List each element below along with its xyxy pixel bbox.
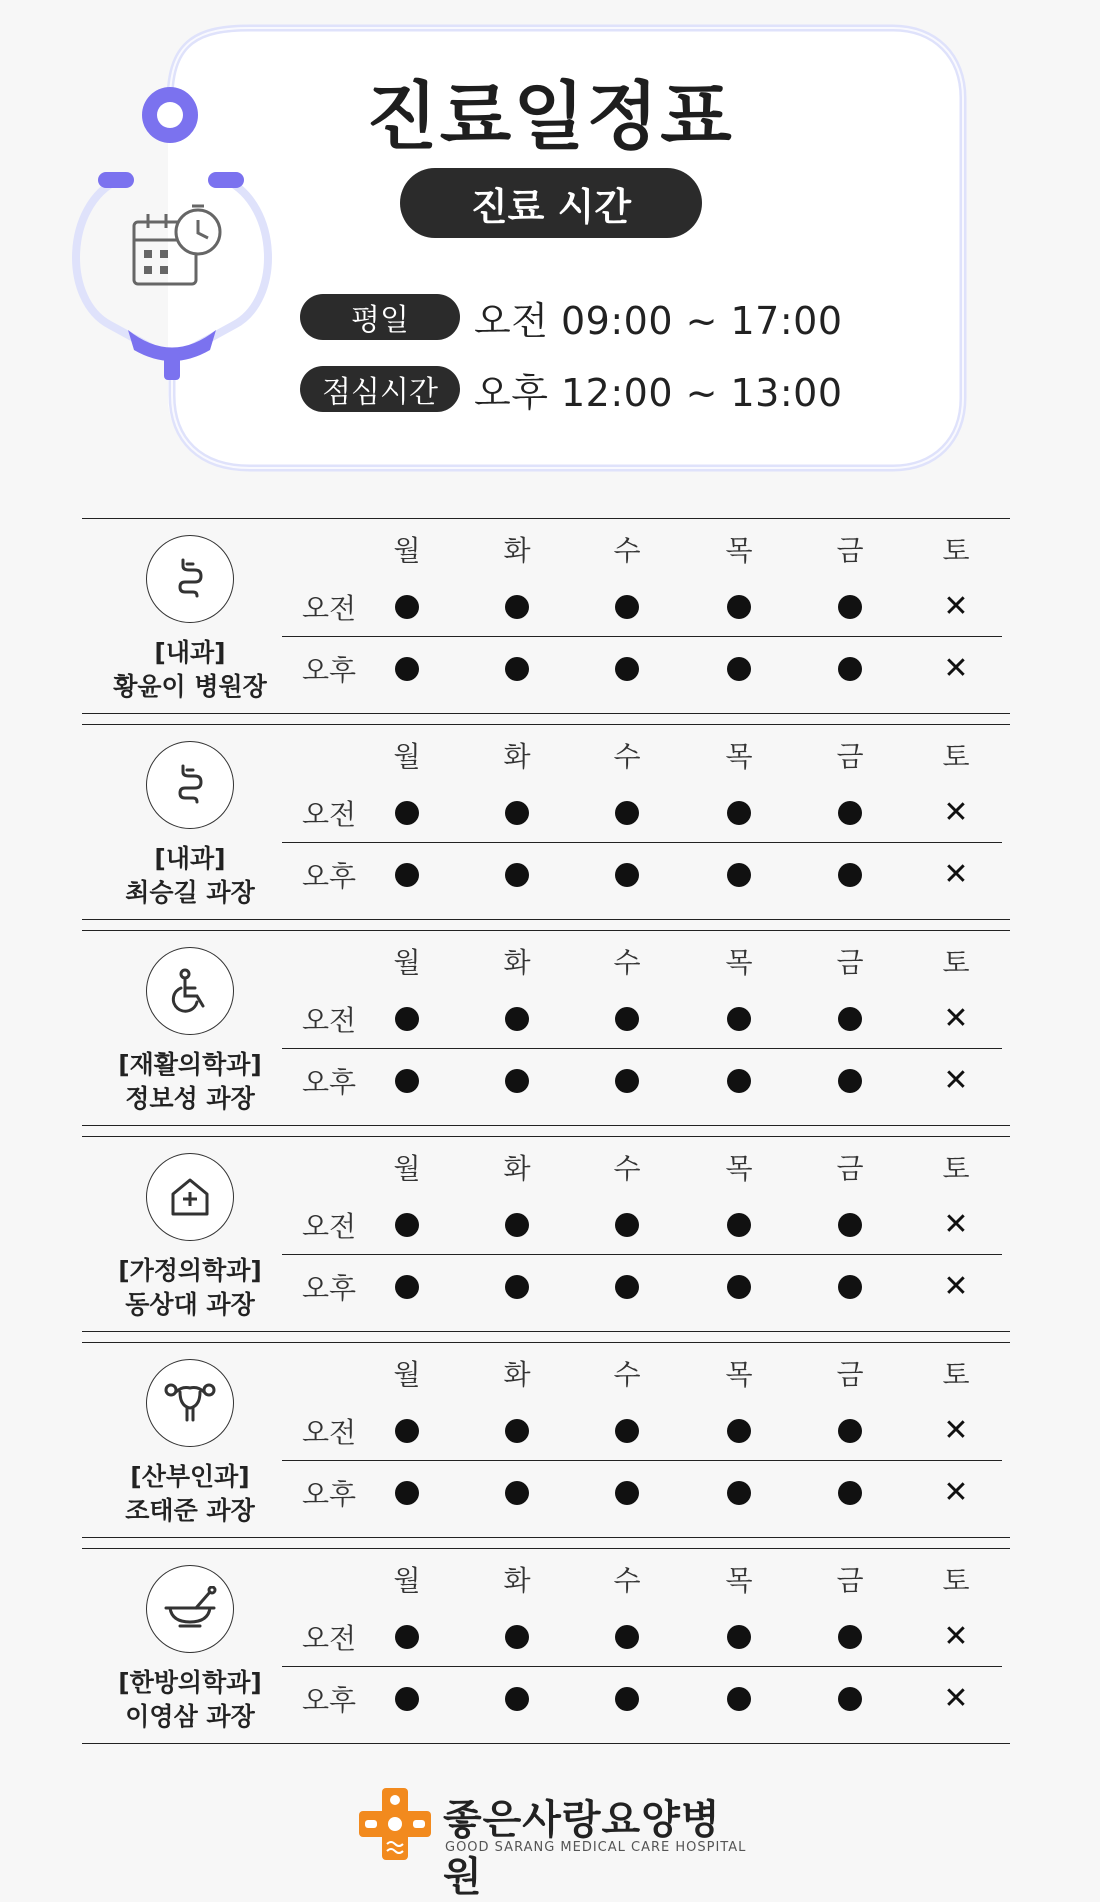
doctor-name: 최승길 과장 <box>125 878 255 907</box>
uterus-icon <box>146 1359 234 1447</box>
open-mark <box>820 649 880 689</box>
open-mark <box>597 855 657 895</box>
day-header: 화 <box>503 534 531 567</box>
day-header: 금 <box>836 740 864 773</box>
hospital-cross-icon <box>355 1784 435 1864</box>
house-plus-icon <box>146 1153 234 1241</box>
closed-mark <box>926 855 986 895</box>
open-mark <box>377 649 437 689</box>
hours-row-lunch <box>300 364 843 414</box>
day-header: 수 <box>613 1564 641 1597</box>
period-label-pm: 오후 <box>302 1684 357 1717</box>
intestine-icon <box>146 741 234 829</box>
open-mark <box>820 1473 880 1513</box>
period-label-am: 오전 <box>302 1004 357 1037</box>
open-mark <box>597 1679 657 1719</box>
closed-x-icon: ✕ <box>943 1681 969 1716</box>
open-dot-icon <box>615 1625 639 1649</box>
open-mark <box>709 855 769 895</box>
open-mark <box>487 587 547 627</box>
open-mark <box>377 1205 437 1245</box>
day-header: 화 <box>503 1564 531 1597</box>
open-mark <box>597 1061 657 1101</box>
open-dot-icon <box>727 1625 751 1649</box>
open-mark <box>377 999 437 1039</box>
period-label-pm: 오후 <box>302 654 357 687</box>
doctor-schedule-block <box>82 1136 1010 1332</box>
open-dot-icon <box>395 1481 419 1505</box>
open-dot-icon <box>727 1481 751 1505</box>
open-mark <box>487 999 547 1039</box>
closed-x-icon: ✕ <box>943 1619 969 1654</box>
open-mark <box>820 1411 880 1451</box>
open-dot-icon <box>727 1687 751 1711</box>
open-mark <box>820 587 880 627</box>
open-dot-icon <box>505 657 529 681</box>
doctor-name: 황윤이 병원장 <box>113 672 267 701</box>
day-header: 수 <box>613 534 641 567</box>
open-mark <box>377 587 437 627</box>
open-mark <box>597 587 657 627</box>
calendar-clock-icon <box>134 206 220 284</box>
closed-x-icon: ✕ <box>943 1475 969 1510</box>
open-dot-icon <box>395 1069 419 1093</box>
open-dot-icon <box>727 1069 751 1093</box>
open-mark <box>709 1617 769 1657</box>
closed-x-icon: ✕ <box>943 1413 969 1448</box>
doctor-schedule-block <box>82 518 1010 714</box>
open-dot-icon <box>727 1419 751 1443</box>
hours-label: 평일 <box>300 294 460 340</box>
row-divider <box>282 842 1002 843</box>
open-dot-icon <box>838 1625 862 1649</box>
closed-mark <box>926 649 986 689</box>
day-header: 목 <box>725 946 753 979</box>
open-dot-icon <box>615 1275 639 1299</box>
open-dot-icon <box>615 595 639 619</box>
open-dot-icon <box>395 1007 419 1031</box>
closed-mark <box>926 999 986 1039</box>
open-mark <box>820 999 880 1039</box>
open-mark <box>709 1061 769 1101</box>
open-dot-icon <box>505 595 529 619</box>
open-mark <box>597 999 657 1039</box>
closed-mark <box>926 587 986 627</box>
open-mark <box>487 1061 547 1101</box>
day-header: 목 <box>725 1358 753 1391</box>
hours-row-weekday <box>300 292 843 342</box>
open-dot-icon <box>505 863 529 887</box>
open-mark <box>377 1061 437 1101</box>
open-dot-icon <box>395 801 419 825</box>
open-mark <box>377 855 437 895</box>
doctor-name: 이영삼 과장 <box>125 1702 255 1731</box>
hours-value: 오전 09:00 ~ 17:00 <box>474 298 843 343</box>
period-label-am: 오전 <box>302 1210 357 1243</box>
open-dot-icon <box>505 1275 529 1299</box>
closed-mark <box>926 1411 986 1451</box>
open-dot-icon <box>727 657 751 681</box>
open-dot-icon <box>505 1419 529 1443</box>
open-dot-icon <box>615 657 639 681</box>
open-mark <box>487 1473 547 1513</box>
day-header: 목 <box>725 534 753 567</box>
open-mark <box>820 1061 880 1101</box>
page-title: 진료일정표 <box>366 74 734 160</box>
open-dot-icon <box>727 1275 751 1299</box>
day-header: 월 <box>393 534 421 567</box>
doctor-department: [재활의학과] <box>118 1050 262 1079</box>
open-dot-icon <box>838 657 862 681</box>
open-mark <box>597 1267 657 1307</box>
closed-mark <box>926 1473 986 1513</box>
day-header: 금 <box>836 1358 864 1391</box>
day-header: 수 <box>613 946 641 979</box>
open-mark <box>377 1473 437 1513</box>
day-header: 수 <box>613 1152 641 1185</box>
period-label-am: 오전 <box>302 1416 357 1449</box>
open-mark <box>820 1267 880 1307</box>
day-header: 수 <box>613 740 641 773</box>
open-dot-icon <box>838 1275 862 1299</box>
open-mark <box>487 649 547 689</box>
doctor-schedule-block <box>82 930 1010 1126</box>
open-dot-icon <box>615 801 639 825</box>
open-mark <box>597 649 657 689</box>
open-dot-icon <box>838 863 862 887</box>
day-header: 목 <box>725 1564 753 1597</box>
day-header: 화 <box>503 946 531 979</box>
open-mark <box>709 1205 769 1245</box>
open-dot-icon <box>615 1213 639 1237</box>
period-label-pm: 오후 <box>302 1066 357 1099</box>
period-label-am: 오전 <box>302 1622 357 1655</box>
open-dot-icon <box>838 595 862 619</box>
open-mark <box>820 793 880 833</box>
open-mark <box>820 855 880 895</box>
day-header: 화 <box>503 1152 531 1185</box>
hours-badge: 진료 시간 <box>400 168 702 238</box>
mortar-pestle-icon <box>146 1565 234 1653</box>
open-dot-icon <box>505 801 529 825</box>
open-dot-icon <box>395 595 419 619</box>
open-mark <box>487 1411 547 1451</box>
open-dot-icon <box>395 1419 419 1443</box>
open-dot-icon <box>838 1069 862 1093</box>
wheelchair-icon <box>146 947 234 1035</box>
open-dot-icon <box>505 1625 529 1649</box>
day-header: 토 <box>942 534 970 567</box>
open-mark <box>709 793 769 833</box>
schedule-table <box>82 518 1010 1754</box>
closed-mark <box>926 793 986 833</box>
open-dot-icon <box>727 1213 751 1237</box>
open-mark <box>377 793 437 833</box>
header <box>0 0 1100 490</box>
open-mark <box>487 1617 547 1657</box>
open-dot-icon <box>395 657 419 681</box>
closed-x-icon: ✕ <box>943 651 969 686</box>
open-mark <box>597 1617 657 1657</box>
day-header: 토 <box>942 1152 970 1185</box>
closed-mark <box>926 1617 986 1657</box>
row-divider <box>282 1460 1002 1461</box>
closed-x-icon: ✕ <box>943 1269 969 1304</box>
open-dot-icon <box>727 801 751 825</box>
doctor-department: [내과] <box>154 638 226 667</box>
row-divider <box>282 1254 1002 1255</box>
closed-x-icon: ✕ <box>943 857 969 892</box>
day-header: 목 <box>725 740 753 773</box>
doctor-schedule-block <box>82 1548 1010 1744</box>
open-dot-icon <box>838 1419 862 1443</box>
open-mark <box>487 1679 547 1719</box>
open-dot-icon <box>395 1213 419 1237</box>
open-mark <box>709 587 769 627</box>
open-dot-icon <box>615 1069 639 1093</box>
closed-x-icon: ✕ <box>943 1207 969 1242</box>
open-dot-icon <box>838 801 862 825</box>
closed-x-icon: ✕ <box>943 795 969 830</box>
doctor-department: [내과] <box>154 844 226 873</box>
open-dot-icon <box>395 1687 419 1711</box>
period-label-pm: 오후 <box>302 1478 357 1511</box>
open-dot-icon <box>615 863 639 887</box>
open-dot-icon <box>615 1007 639 1031</box>
row-divider <box>282 1048 1002 1049</box>
open-dot-icon <box>838 1481 862 1505</box>
open-mark <box>709 1267 769 1307</box>
open-mark <box>377 1267 437 1307</box>
hospital-name: 좋은사랑요양병원 <box>443 1797 721 1900</box>
open-dot-icon <box>395 863 419 887</box>
open-mark <box>709 649 769 689</box>
open-mark <box>487 855 547 895</box>
day-header: 금 <box>836 534 864 567</box>
day-header: 월 <box>393 946 421 979</box>
open-mark <box>709 1679 769 1719</box>
open-dot-icon <box>505 1213 529 1237</box>
day-header: 금 <box>836 946 864 979</box>
open-mark <box>709 999 769 1039</box>
period-label-am: 오전 <box>302 592 357 625</box>
day-header: 토 <box>942 1358 970 1391</box>
day-header: 금 <box>836 1152 864 1185</box>
doctor-name: 동상대 과장 <box>125 1290 255 1319</box>
day-header: 토 <box>942 1564 970 1597</box>
day-header: 월 <box>393 1152 421 1185</box>
doctor-department: [산부인과] <box>130 1462 250 1491</box>
day-header: 화 <box>503 1358 531 1391</box>
open-mark <box>597 793 657 833</box>
open-mark <box>377 1679 437 1719</box>
row-divider <box>282 1666 1002 1667</box>
doctor-name: 조태준 과장 <box>125 1496 255 1525</box>
day-header: 목 <box>725 1152 753 1185</box>
open-mark <box>487 1267 547 1307</box>
open-dot-icon <box>615 1687 639 1711</box>
open-dot-icon <box>838 1007 862 1031</box>
doctor-schedule-block <box>82 724 1010 920</box>
closed-x-icon: ✕ <box>943 1063 969 1098</box>
open-dot-icon <box>395 1625 419 1649</box>
open-mark <box>377 1411 437 1451</box>
closed-x-icon: ✕ <box>943 589 969 624</box>
doctor-department: [한방의학과] <box>118 1668 262 1697</box>
open-dot-icon <box>505 1069 529 1093</box>
day-header: 화 <box>503 740 531 773</box>
day-header: 월 <box>393 1358 421 1391</box>
open-dot-icon <box>727 863 751 887</box>
period-label-am: 오전 <box>302 798 357 831</box>
open-mark <box>820 1679 880 1719</box>
hospital-subtitle: GOOD SARANG MEDICAL CARE HOSPITAL <box>445 1840 747 1855</box>
closed-x-icon: ✕ <box>943 1001 969 1036</box>
open-mark <box>709 1473 769 1513</box>
open-mark <box>487 1205 547 1245</box>
open-mark <box>487 793 547 833</box>
open-dot-icon <box>395 1275 419 1299</box>
closed-mark <box>926 1679 986 1719</box>
open-mark <box>377 1617 437 1657</box>
open-dot-icon <box>615 1481 639 1505</box>
open-dot-icon <box>727 1007 751 1031</box>
period-label-pm: 오후 <box>302 860 357 893</box>
period-label-pm: 오후 <box>302 1272 357 1305</box>
intestine-icon <box>146 535 234 623</box>
hospital-logo <box>355 1784 755 1900</box>
day-header: 월 <box>393 740 421 773</box>
open-mark <box>709 1411 769 1451</box>
closed-mark <box>926 1061 986 1101</box>
open-dot-icon <box>838 1687 862 1711</box>
day-header: 금 <box>836 1564 864 1597</box>
open-mark <box>597 1205 657 1245</box>
open-dot-icon <box>505 1687 529 1711</box>
doctor-name: 정보성 과장 <box>125 1084 255 1113</box>
row-divider <box>282 636 1002 637</box>
open-dot-icon <box>505 1481 529 1505</box>
open-mark <box>597 1411 657 1451</box>
hours-value: 오후 12:00 ~ 13:00 <box>474 370 843 415</box>
hours-label: 점심시간 <box>300 366 460 412</box>
day-header: 월 <box>393 1564 421 1597</box>
open-mark <box>597 1473 657 1513</box>
day-header: 토 <box>942 740 970 773</box>
day-header: 수 <box>613 1358 641 1391</box>
open-dot-icon <box>615 1419 639 1443</box>
open-dot-icon <box>838 1213 862 1237</box>
open-dot-icon <box>505 1007 529 1031</box>
open-mark <box>820 1205 880 1245</box>
open-mark <box>820 1617 880 1657</box>
doctor-schedule-block <box>82 1342 1010 1538</box>
day-header: 토 <box>942 946 970 979</box>
closed-mark <box>926 1267 986 1307</box>
closed-mark <box>926 1205 986 1245</box>
open-dot-icon <box>727 595 751 619</box>
doctor-department: [가정의학과] <box>118 1256 262 1285</box>
